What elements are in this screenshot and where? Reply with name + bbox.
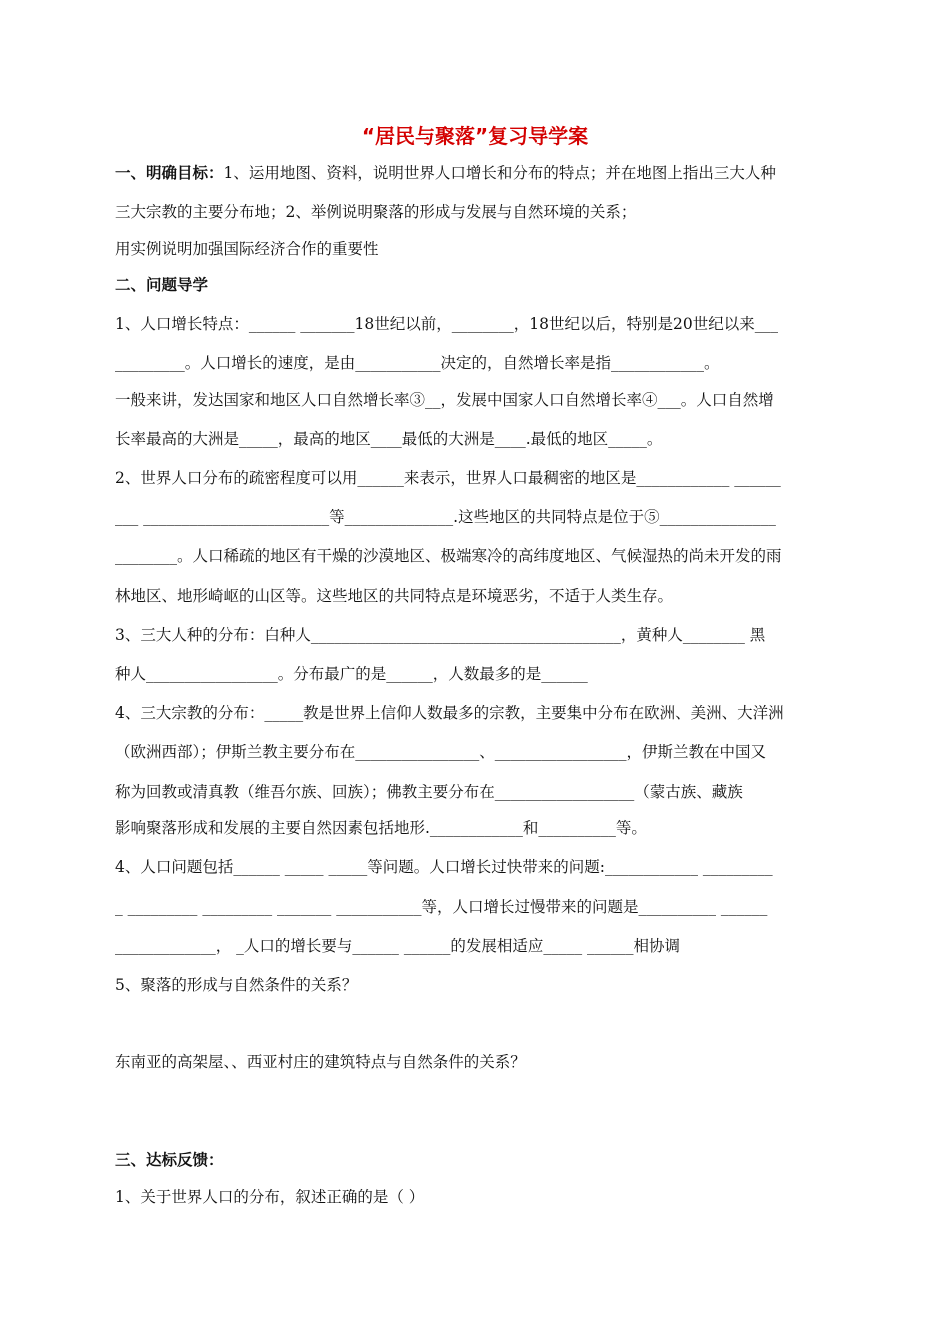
objectives-line-2: 三大宗教的主要分布地；2、举例说明聚落的形成与发展与自然环境的关系； xyxy=(115,203,637,221)
question-line: 种人_________________。分布最广的是______，人数最多的是______ xyxy=(115,665,588,683)
feedback-question-1: 1、关于世界人口的分布，叙述正确的是（ ） xyxy=(115,1188,425,1206)
question-line: ___ ________________________等______________.这些地区的共同特点是位于⑤_______________ xyxy=(115,508,776,526)
question-line: 1、人口增长特点：______ _______18世纪以前，________，18世纪以后，特别是20世纪以来___ xyxy=(115,315,778,333)
question-line-extra: 东南亚的高架屋、、西亚村庄的建筑特点与自然条件的关系？ xyxy=(115,1053,526,1071)
question-line: （欧洲西部）；伊斯兰教主要分布在________________、_________________，伊斯兰教在中国又 xyxy=(115,743,767,761)
question-line: 2、世界人口分布的疏密程度可以用______来表示，世界人口最稠密的地区是____________ ______ xyxy=(115,469,781,487)
question-line: 5、聚落的形成与自然条件的关系？ xyxy=(115,976,358,994)
question-line: _____________， _人口的增长要与______ ______的发展相适应_____ ______相协调 xyxy=(115,937,681,955)
question-line: 长率最高的大洲是_____，最高的地区____最低的大洲是____.最低的地区_____。 xyxy=(115,430,663,448)
page-title: “居民与聚落”复习导学案 xyxy=(361,124,589,148)
question-line: _ _________ _________ _______ ___________等，人口增长过慢带来的问题是__________ ______ xyxy=(115,898,768,916)
question-line: 3、三大人种的分布：白种人________________________________________，黄种人________ 黑 xyxy=(115,626,766,644)
question-line: 4、三大宗教的分布：_____教是世界上信仰人数最多的宗教，主要集中分布在欧洲、美洲、大洋洲 xyxy=(115,704,784,722)
section-heading-questions: 二、问题导学 xyxy=(115,276,209,294)
question-line: 称为回教或清真教（维吾尔族、回族）；佛教主要分布在__________________（蒙古族、藏族 xyxy=(115,783,743,801)
objectives-line-3: 用实例说明加强国际经济合作的重要性 xyxy=(115,240,379,258)
section-heading-feedback: 三、达标反馈： xyxy=(115,1151,224,1169)
question-line: 林地区、地形崎岖的山区等。这些地区的共同特点是环境恶劣，不适于人类生存。 xyxy=(115,587,674,605)
question-line: 影响聚落形成和发展的主要自然因素包括地形.____________和__________等。 xyxy=(115,819,647,837)
question-line: _________。人口增长的速度，是由___________决定的，自然增长率是指____________。 xyxy=(115,354,720,372)
objectives-line-1 xyxy=(115,162,837,184)
question-line: 4、人口问题包括______ _____ _____等问题。人口增长过快带来的问题:____________ _________ xyxy=(115,858,773,876)
question-line: ________。人口稀疏的地区有干燥的沙漠地区、极端寒冷的高纬度地区、气候湿热的尚未开发的雨 xyxy=(115,547,782,565)
objectives-text: 1、运用地图、资料，说明世界人口增长和分布的特点；并在地图上指出三大人种 xyxy=(223,164,776,182)
question-line: 一般来讲，发达国家和地区人口自然增长率③__，发展中国家人口自然增长率④___。人口自然增 xyxy=(115,391,774,409)
section-heading-objectives: 一、明确目标： xyxy=(115,164,224,182)
